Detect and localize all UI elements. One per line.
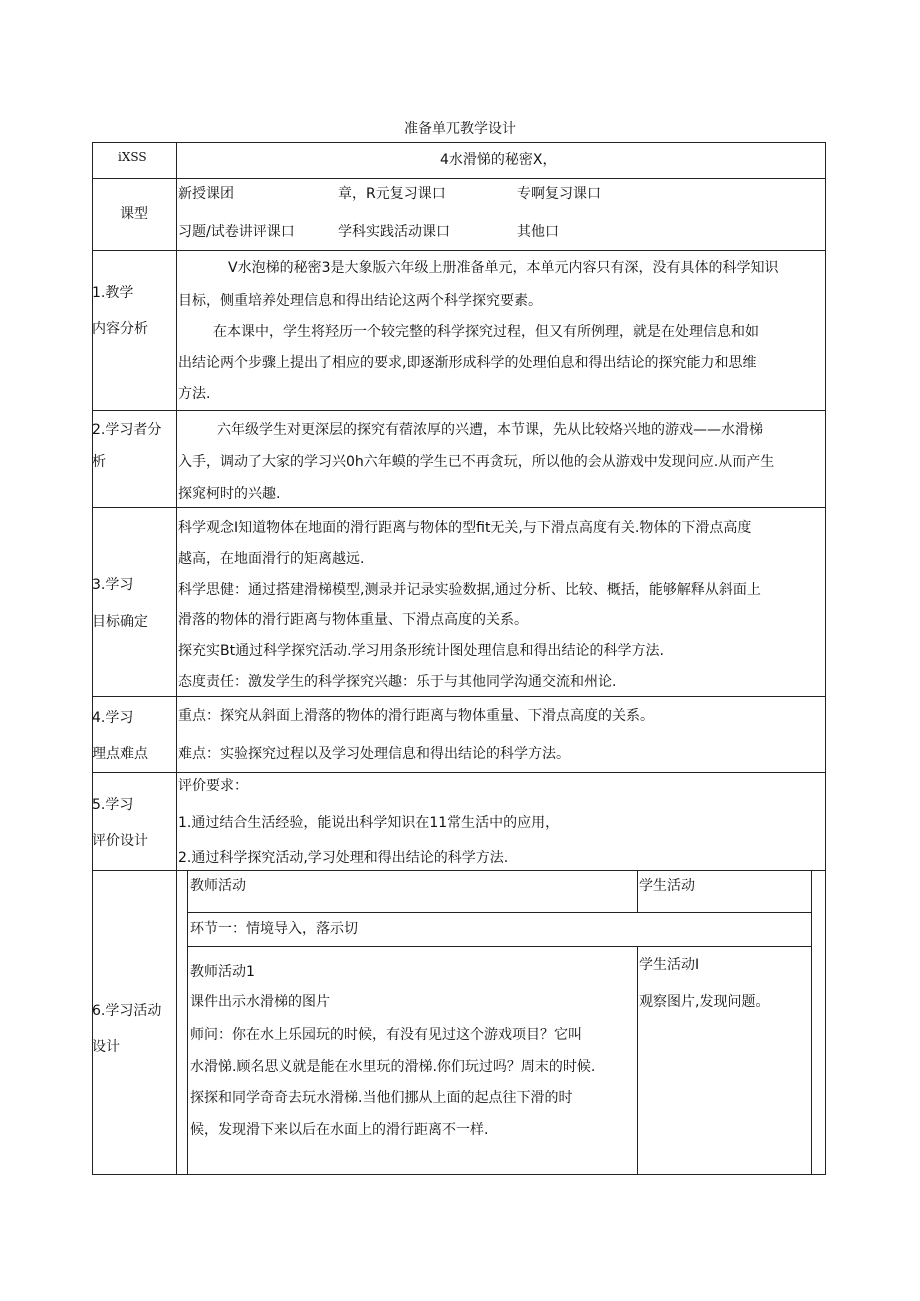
content-line: 方法. <box>178 386 211 402</box>
section-label: 设计 <box>92 1039 120 1055</box>
table-line <box>92 696 826 697</box>
table-line <box>92 250 826 251</box>
lesson-type-label: 课型 <box>120 206 148 222</box>
content-line: 2.通过科学探究活动,学习处理和得出结论的科学方法. <box>178 850 509 866</box>
course-name: 4水滑悌的秘密X， <box>440 152 557 168</box>
lesson-type-option: 专啊复习课口 <box>517 186 601 202</box>
section-label: 目标确定 <box>92 614 148 630</box>
table-line <box>637 870 638 912</box>
table-line <box>92 772 826 773</box>
section-label: 1.教学 <box>92 285 134 301</box>
content-line: 重点：探究从斜面上滑落的物体的滑行距离与物体重量、下滑点高度的关系。 <box>178 708 654 724</box>
content-line: 六年级学生对更深层的探究有蓿浓厚的兴遭，本节课，先从比较烙兴地的游戏——水滑梯 <box>217 422 763 438</box>
teacher-activity-line: 教师活动1 <box>190 964 255 980</box>
content-line: V水泡梯的秘密3是大象版六年级上册准备单元，本单元内容只有深，没有具体的科学知识 <box>228 260 779 276</box>
course-label: iXSS <box>118 150 147 164</box>
section-label: 析 <box>92 454 106 470</box>
section-label: 3.学习 <box>92 577 134 593</box>
section-label: 内容分析 <box>92 321 148 337</box>
lesson-type-option: 学科实践活动课口 <box>338 224 450 240</box>
lesson-type-option: 章，R元复习课口 <box>338 186 446 202</box>
section-label: 理点难点 <box>92 746 148 762</box>
student-activity-header: 学生活动 <box>639 878 695 894</box>
section-label: 6.学习活动 <box>92 1003 162 1019</box>
table-line <box>825 142 826 1175</box>
content-line: 滑落的物体的滑行距离与物体重量、下滑点高度的关系。 <box>178 612 528 628</box>
table-line <box>811 870 812 1175</box>
content-line: 入手，调动了大家的学习兴0h六年蟆的学生已不再贪玩，所以他的会从游戏中发现问应.从而产生 <box>178 454 775 470</box>
teacher-activity-line: 水滑悌.顾名思义就是能在水里玩的滑梯.你们玩过吗？周末的时候. <box>190 1059 596 1075</box>
table-line <box>92 1174 826 1175</box>
content-line: 在本课中，学生将羟历一个较完整的科学探究过程，但又有所例理，就是在处理信息和如 <box>213 324 759 340</box>
table-line <box>92 507 826 508</box>
table-line <box>187 912 812 913</box>
lesson-type-option: 新授课团 <box>178 186 234 202</box>
content-line: 越高，在地面滑行的矩离越远. <box>178 551 365 567</box>
content-line: 难点：实验探究过程以及学习处理信息和得出结论的科学方法。 <box>178 746 570 762</box>
section-label: 评价设计 <box>92 833 148 849</box>
student-activity-line: 学生活动I <box>639 957 700 973</box>
content-line: 态度责任：激发学生的科学探究兴趣：乐于与其他同学沟通交流和州论. <box>178 674 617 690</box>
table-line <box>637 946 638 1175</box>
table-line <box>187 870 188 1175</box>
content-line: 科学观念I知道物体在地面的滑行距离与物体的型fit无关,与下滑点高度有关.物体的下滑点高度 <box>178 520 752 536</box>
segment-title: 环节一：情境导入，落示切 <box>190 921 358 937</box>
table-line <box>92 870 826 871</box>
teacher-activity-line: 候，发现滑下来以后在水面上的滑行距离不一样. <box>190 1122 489 1138</box>
student-activity-line: 观察图片,发现问题。 <box>639 994 770 1010</box>
content-line: 评价要求： <box>178 778 248 794</box>
table-line <box>92 178 826 179</box>
content-line: 科学思健：通过搭建滑梯模型,测录并记录实验数据,通过分析、比较、概括，能够解释从斜面上 <box>178 582 761 598</box>
content-line: 1.通过结合生活经验，能说出科学知识在11常生活中的应用， <box>178 815 560 831</box>
teacher-activity-line: 课件出示水滑梯的图片 <box>190 994 330 1010</box>
content-line: 探充实Bt通过科学探究活动.学习用条形统计图处理信息和得出结论的科学方法. <box>178 643 664 659</box>
table-line <box>176 142 177 1175</box>
section-label: 4.学习 <box>92 710 134 726</box>
teacher-activity-header: 教师活动 <box>190 878 246 894</box>
section-label: 5.学习 <box>92 797 134 813</box>
teacher-activity-line: 探探和同学奇奇去玩水滑梯.当他们挪从上面的起点往下滑的时 <box>190 1090 573 1106</box>
document-title: 准备单兀教学设计 <box>404 121 516 137</box>
content-line: 出结论两个步骤上提出了相应的要求,即逐渐形成科学的处理伯息和得出结论的探究能力和思维 <box>178 355 757 371</box>
content-line: 目标，侧重培养处理信息和得出结论这两个科学探究要素。 <box>178 293 542 309</box>
table-line <box>92 142 826 143</box>
lesson-type-option: 其他口 <box>517 224 559 240</box>
table-line <box>92 410 826 411</box>
section-label: 2.学习者分 <box>92 422 162 438</box>
teacher-activity-line: 师问：你在水上乐园玩的时候，有没有见过这个游戏项目？它叫 <box>190 1027 582 1043</box>
lesson-type-option: 习题/试卷讲评课口 <box>178 224 295 240</box>
content-line: 探窕柯时的兴趣. <box>178 486 281 502</box>
table-line <box>187 946 812 947</box>
